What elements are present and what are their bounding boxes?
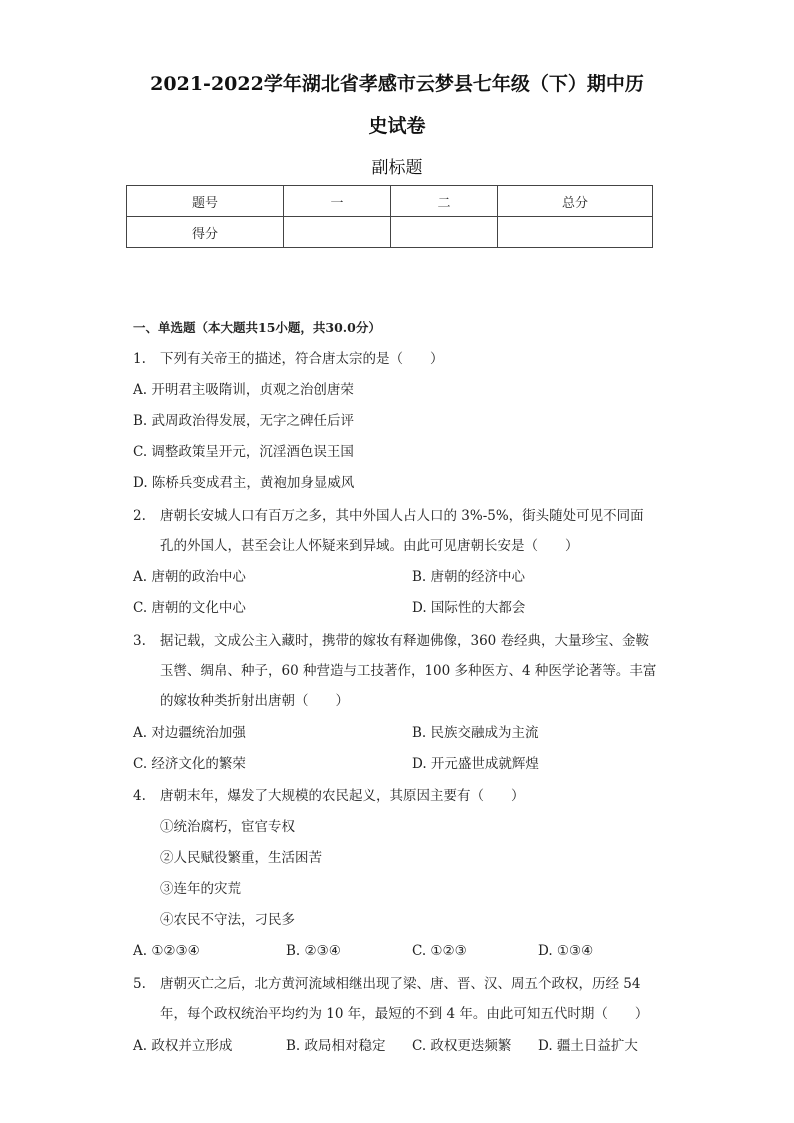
question-4-option-b[interactable]: B. ②③④ [286,943,341,959]
question-text: 据记载，文成公主入藏时，携带的嫁妆有释迦佛像，360 卷经典，大量珍宝、金鞍 [160,633,650,649]
question-2-stem [133,506,644,526]
question-statement: ②人民赋役繁重，生活困苦 [160,850,322,866]
question-statement: ①统治腐朽，宦官专权 [160,819,295,835]
exam-title-line-1: 2021-2022学年湖北省孝感市云梦县七年级（下）期中历 [150,73,644,95]
question-1-stem [133,349,444,369]
question-text: 唐朝长安城人口有百万之多，其中外国人占人口的 3%-5%，街头随处可见不同面 [160,508,644,524]
question-statement: ③连年的灾荒 [160,881,241,897]
question-text-continued: 的嫁妆种类折射出唐朝（ ） [160,693,349,709]
score-header-cell: 总分 [498,186,653,217]
question-2-option-d[interactable]: D. 国际性的大都会 [412,600,526,616]
question-3-option-c[interactable]: C. 经济文化的繁荣 [133,756,246,772]
question-number: 2. [133,508,146,524]
question-text: 下列有关帝王的描述，符合唐太宗的是（ ） [160,351,444,367]
question-text-continued: 玉辔、绸帛、种子，60 种营造与工技著作，100 多种医方、4 种医学论著等。丰富 [160,663,657,679]
question-5-option-d[interactable]: D. 疆土日益扩大 [538,1038,638,1054]
question-text: 唐朝灭亡之后，北方黄河流域相继出现了梁、唐、晋、汉、周五个政权，历经 54 [160,976,641,992]
question-number: 1. [133,351,146,367]
question-4-option-d[interactable]: D. ①③④ [538,943,594,959]
question-number: 5. [133,976,146,992]
score-header-cell: 题号 [127,186,284,217]
score-header-cell: 一 [284,186,391,217]
question-5-stem [133,974,640,994]
question-1-option-b[interactable]: B. 武周政治得发展，无字之碑任后评 [133,413,355,429]
question-5-option-c[interactable]: C. 政权更迭频繁 [412,1038,512,1054]
question-number: 4. [133,788,146,804]
score-row-label: 得分 [127,217,284,248]
question-4-option-a[interactable]: A. ①②③④ [133,943,200,959]
question-text-continued: 孔的外国人，甚至会让人怀疑来到异域。由此可见唐朝长安是（ ） [160,538,579,554]
question-statement: ④农民不守法，刁民多 [160,912,295,928]
question-2-option-a[interactable]: A. 唐朝的政治中心 [133,569,246,585]
question-3-option-d[interactable]: D. 开元盛世成就辉煌 [412,756,539,772]
score-table [126,185,653,248]
question-5-option-a[interactable]: A. 政权并立形成 [133,1038,233,1054]
exam-title-line-2: 史试卷 [368,115,426,137]
score-header-cell: 二 [391,186,498,217]
question-2-option-b[interactable]: B. 唐朝的经济中心 [412,569,526,585]
score-cell[interactable] [284,217,391,248]
question-1-option-c[interactable]: C. 调整政策呈开元，沉淫酒色误王国 [133,444,354,460]
question-3-option-b[interactable]: B. 民族交融成为主流 [412,725,539,741]
score-cell[interactable] [391,217,498,248]
question-2-option-c[interactable]: C. 唐朝的文化中心 [133,600,246,616]
question-3-stem [133,631,649,651]
question-4-option-c[interactable]: C. ①②③ [412,943,467,959]
score-table-header-row [127,186,653,217]
question-1-option-a[interactable]: A. 开明君主吸隋训，贞观之治创唐荣 [133,382,354,398]
score-table-score-row [127,217,653,248]
question-number: 3. [133,633,146,649]
question-text: 唐朝末年，爆发了大规模的农民起义，其原因主要有（ ） [160,788,525,804]
section-heading: 一、单选题（本大题共15小题，共30.0分） [133,320,381,335]
score-cell[interactable] [498,217,653,248]
question-5-option-b[interactable]: B. 政局相对稳定 [286,1038,386,1054]
exam-subtitle: 副标题 [371,158,423,178]
question-4-stem [133,786,525,806]
question-text-continued: 年，每个政权统治平均约为 10 年，最短的不到 4 年。由此可知五代时期（ ） [160,1006,649,1022]
question-3-option-a[interactable]: A. 对边疆统治加强 [133,725,246,741]
question-1-option-d[interactable]: D. 陈桥兵变成君主，黄袍加身显威风 [133,475,355,491]
